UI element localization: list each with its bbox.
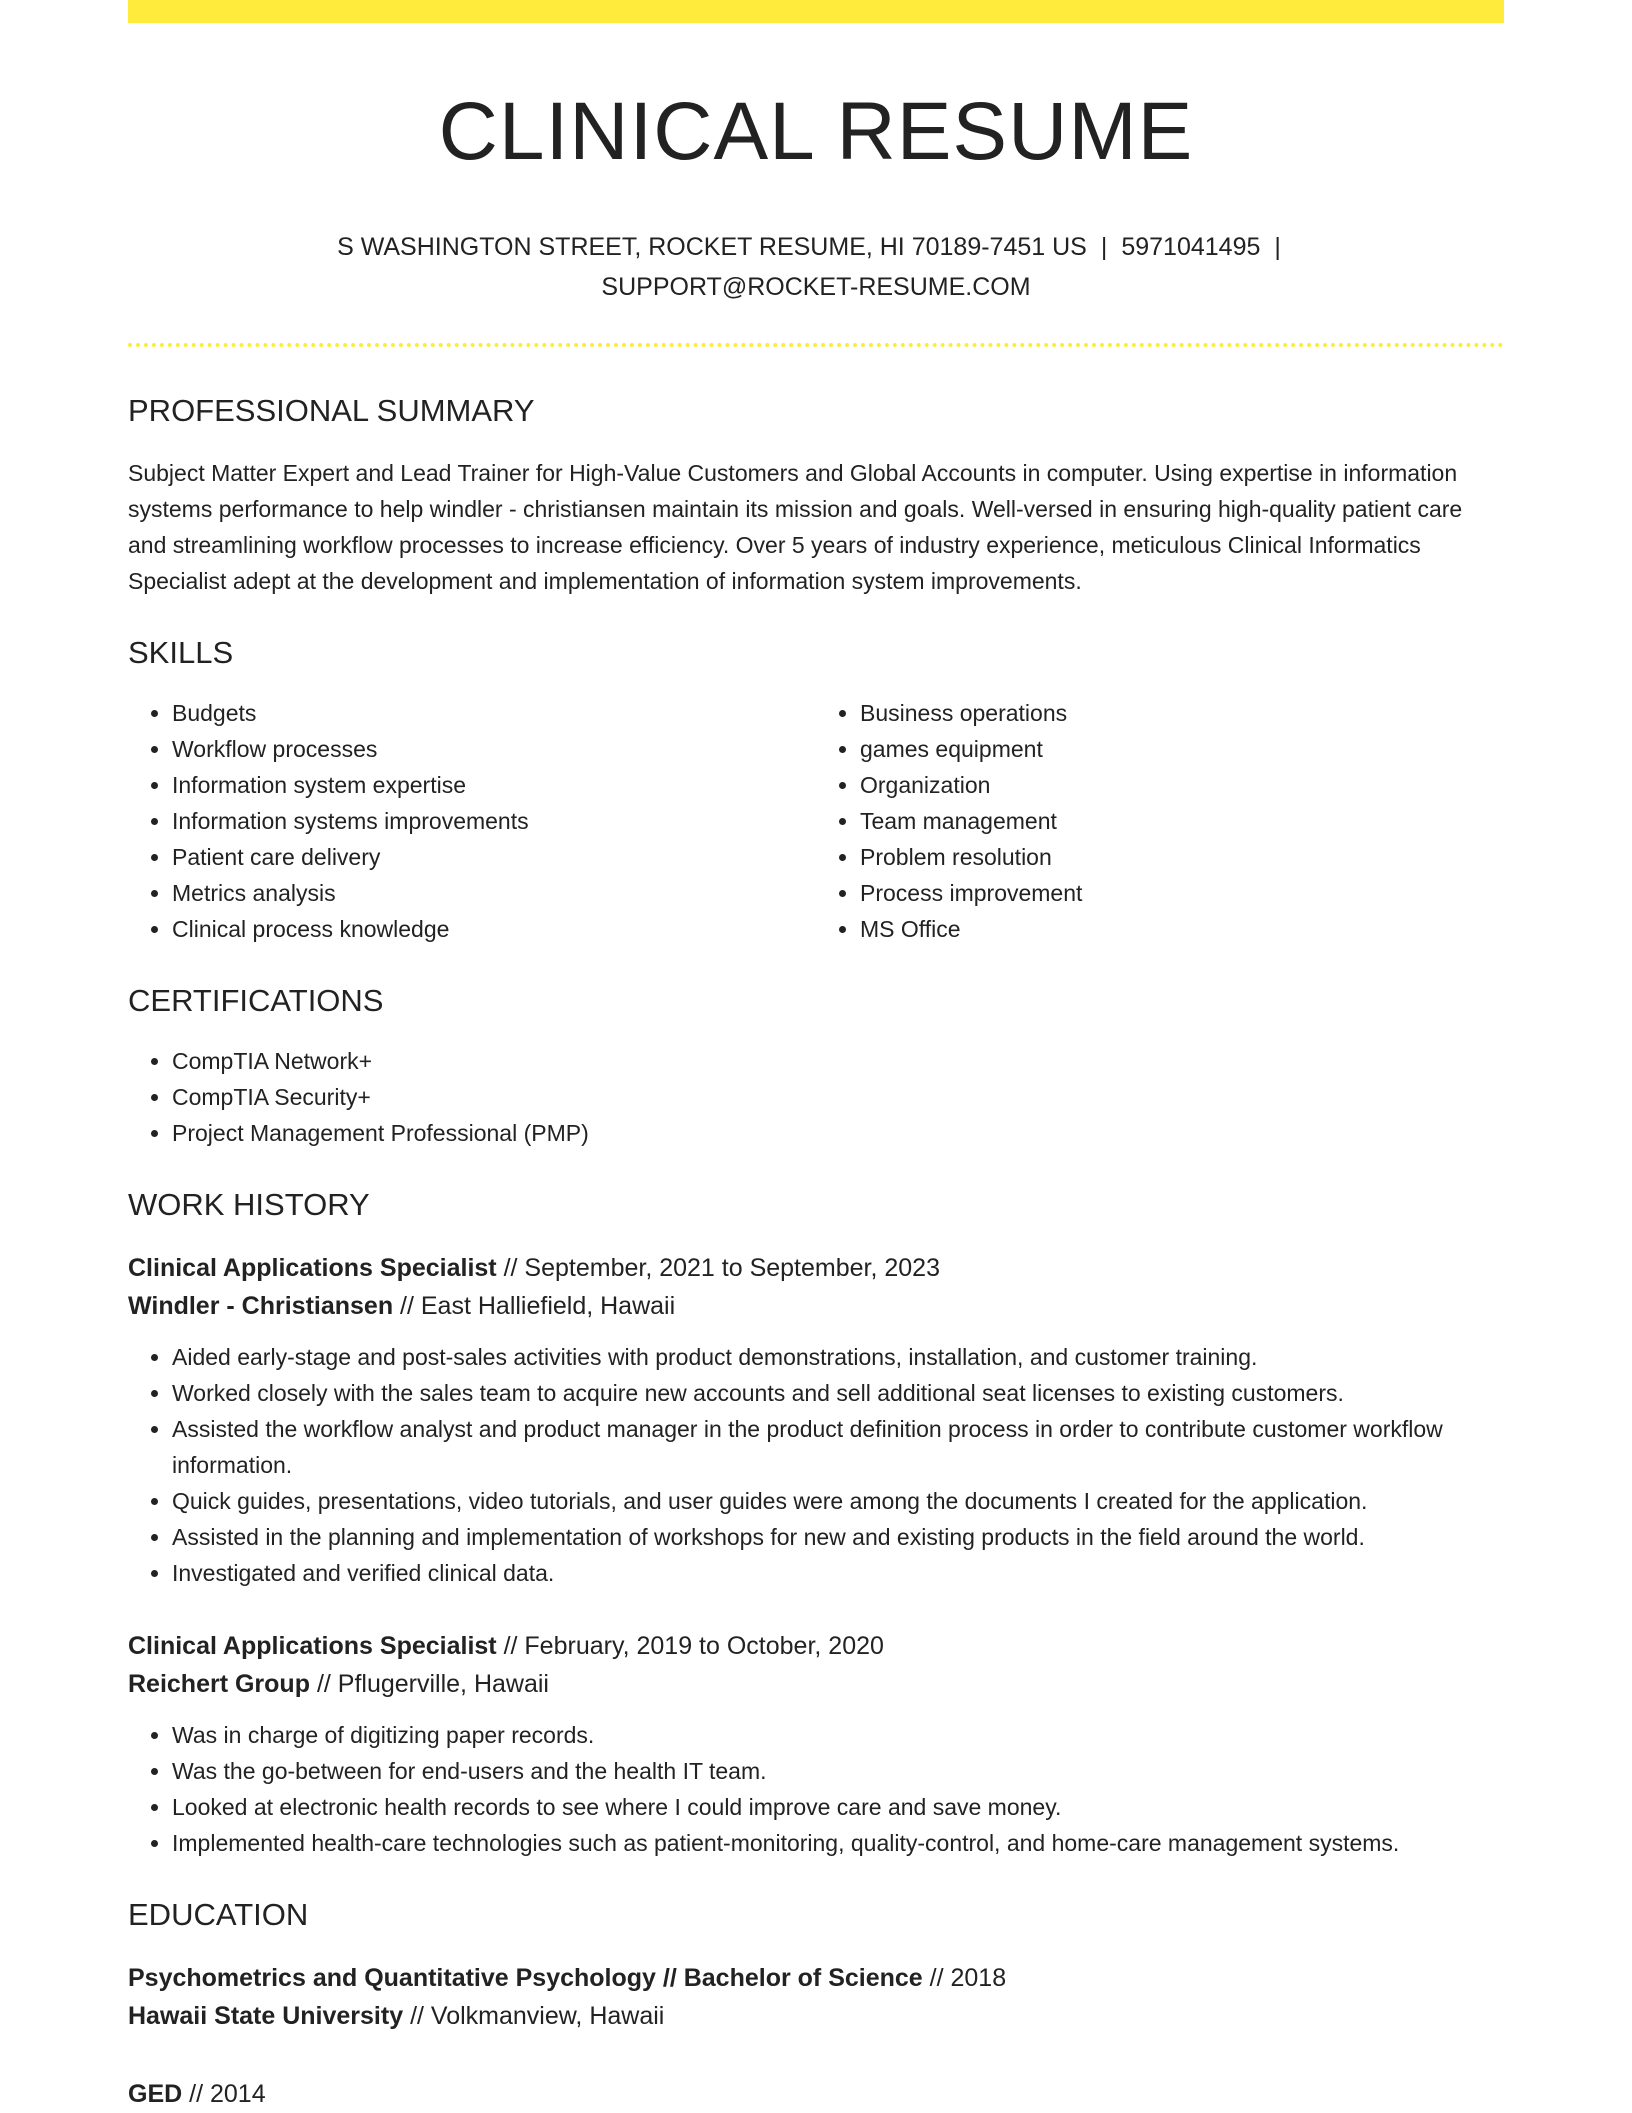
certification-item: • Project Management Professional (PMP) bbox=[172, 1115, 1504, 1151]
skill-item: • Clinical process knowledge bbox=[172, 911, 816, 947]
skill-item: • games equipment bbox=[860, 731, 1504, 767]
job-entry bbox=[128, 1249, 1504, 1591]
job-bullet: • Was the go-between for end-users and the health IT team. bbox=[172, 1753, 1504, 1789]
work-history-heading: WORK HISTORY bbox=[128, 1187, 370, 1223]
certifications-section bbox=[128, 981, 1504, 1151]
job-company: Windler - Christiansen bbox=[128, 1292, 394, 1321]
skill-item: • Problem resolution bbox=[860, 839, 1504, 875]
skill-item: • Team management bbox=[860, 803, 1504, 839]
certification-item: • CompTIA Network+ bbox=[172, 1043, 1504, 1079]
skills-heading: SKILLS bbox=[128, 635, 234, 671]
skill-item: • Information systems improvements bbox=[172, 803, 816, 839]
education-heading: EDUCATION bbox=[128, 1897, 309, 1933]
resume-page bbox=[128, 0, 1504, 2113]
work-history-section bbox=[128, 1185, 1504, 1861]
job-dates: // September, 2021 to September, 2023 bbox=[503, 1254, 940, 1283]
education-school: Hawaii State University bbox=[128, 2002, 404, 2031]
skills-section bbox=[128, 633, 1504, 947]
job-bullet: • Worked closely with the sales team to acquire new accounts and sell additional seat licenses to existing customers. bbox=[172, 1375, 1504, 1411]
contact-separator: | bbox=[1274, 233, 1281, 262]
education-entry bbox=[128, 1959, 1504, 2035]
job-bullet: • Quick guides, presentations, video tutorials, and user guides were among the documents I created for the application. bbox=[172, 1483, 1504, 1519]
skill-item: • Business operations bbox=[860, 695, 1504, 731]
job-bullet: • Looked at electronic health records to see where I could improve care and save money. bbox=[172, 1789, 1504, 1825]
certification-item: • CompTIA Security+ bbox=[172, 1079, 1504, 1115]
education-location: // Volkmanview, Hawaii bbox=[410, 2002, 665, 2031]
education-degree: Psychometrics and Quantitative Psychology // Bachelor of Science bbox=[128, 1964, 923, 1993]
summary-text: Subject Matter Expert and Lead Trainer for High-Value Customers and Global Accounts in computer. Using expertise in information systems performance to help windler - christiansen maintain its mission and goals. Well-versed in ensuring high-quality patient care and streamlining workflow processes to increase efficiency. Over 5 years of industry experience, meticulous Clinical Informatics Specialist adept at the development and implementation of information system improvements. bbox=[128, 460, 1463, 595]
job-title-line bbox=[128, 1627, 1504, 1665]
job-bullet: • Implemented health-care technologies such as patient-monitoring, quality-control, and home-care management systems. bbox=[172, 1825, 1504, 1861]
contact-phone: 5971041495 bbox=[1121, 233, 1261, 262]
education-degree: GED bbox=[128, 2080, 183, 2109]
job-title: Clinical Applications Specialist bbox=[128, 1632, 497, 1661]
skill-item: • Organization bbox=[860, 767, 1504, 803]
skills-list-right bbox=[816, 695, 1504, 947]
skill-item: • Process improvement bbox=[860, 875, 1504, 911]
education-section bbox=[128, 1895, 1504, 2113]
job-company: Reichert Group bbox=[128, 1670, 310, 1699]
job-company-line bbox=[128, 1665, 1504, 1703]
skill-item: • Metrics analysis bbox=[172, 875, 816, 911]
education-degree-line bbox=[128, 1959, 1504, 1997]
education-year: // 2014 bbox=[189, 2080, 266, 2109]
job-bullet: • Was in charge of digitizing paper records. bbox=[172, 1717, 1504, 1753]
education-degree-line bbox=[128, 2075, 1504, 2113]
job-title-line bbox=[128, 1249, 1504, 1287]
dotted-divider bbox=[128, 343, 1504, 347]
job-bullet: • Aided early-stage and post-sales activities with product demonstrations, installation, and customer training. bbox=[172, 1339, 1504, 1375]
summary-section bbox=[128, 391, 1504, 599]
job-bullet: • Investigated and verified clinical data. bbox=[172, 1555, 1504, 1591]
education-entry bbox=[128, 2075, 1504, 2113]
top-accent-bar bbox=[128, 0, 1504, 23]
job-location: // East Halliefield, Hawaii bbox=[400, 1292, 676, 1321]
education-school-line bbox=[128, 1997, 1504, 2035]
contact-info bbox=[128, 227, 1504, 307]
skill-item: • Workflow processes bbox=[172, 731, 816, 767]
skills-columns bbox=[128, 695, 1504, 947]
job-bullets bbox=[128, 1717, 1504, 1861]
job-bullets bbox=[128, 1339, 1504, 1591]
skill-item: • Budgets bbox=[172, 695, 816, 731]
skill-item: • Information system expertise bbox=[172, 767, 816, 803]
job-bullet: • Assisted in the planning and implementation of workshops for new and existing products in the field around the world. bbox=[172, 1519, 1504, 1555]
contact-separator: | bbox=[1100, 233, 1108, 262]
education-year: // 2018 bbox=[929, 1964, 1007, 1993]
contact-line-1 bbox=[128, 227, 1504, 267]
job-company-line bbox=[128, 1287, 1504, 1325]
skill-item: • Patient care delivery bbox=[172, 839, 816, 875]
certifications-heading: CERTIFICATIONS bbox=[128, 983, 384, 1019]
contact-address: S WASHINGTON STREET, ROCKET RESUME, HI 70189-7451 US bbox=[337, 233, 1087, 262]
job-dates: // February, 2019 to October, 2020 bbox=[503, 1632, 884, 1661]
job-title: Clinical Applications Specialist bbox=[128, 1254, 497, 1283]
skills-list-left bbox=[128, 695, 816, 947]
contact-email: SUPPORT@ROCKET-RESUME.COM bbox=[601, 273, 1031, 302]
contact-line-2 bbox=[128, 267, 1504, 307]
job-entry bbox=[128, 1627, 1504, 1861]
summary-heading: PROFESSIONAL SUMMARY bbox=[128, 393, 535, 429]
job-location: // Pflugerville, Hawaii bbox=[316, 1670, 549, 1699]
job-bullet: • Assisted the workflow analyst and product manager in the product definition process in order to contribute customer workflow information. bbox=[172, 1411, 1504, 1483]
certifications-list bbox=[128, 1043, 1504, 1151]
skill-item: • MS Office bbox=[860, 911, 1504, 947]
page-title: CLINICAL RESUME bbox=[438, 86, 1194, 177]
